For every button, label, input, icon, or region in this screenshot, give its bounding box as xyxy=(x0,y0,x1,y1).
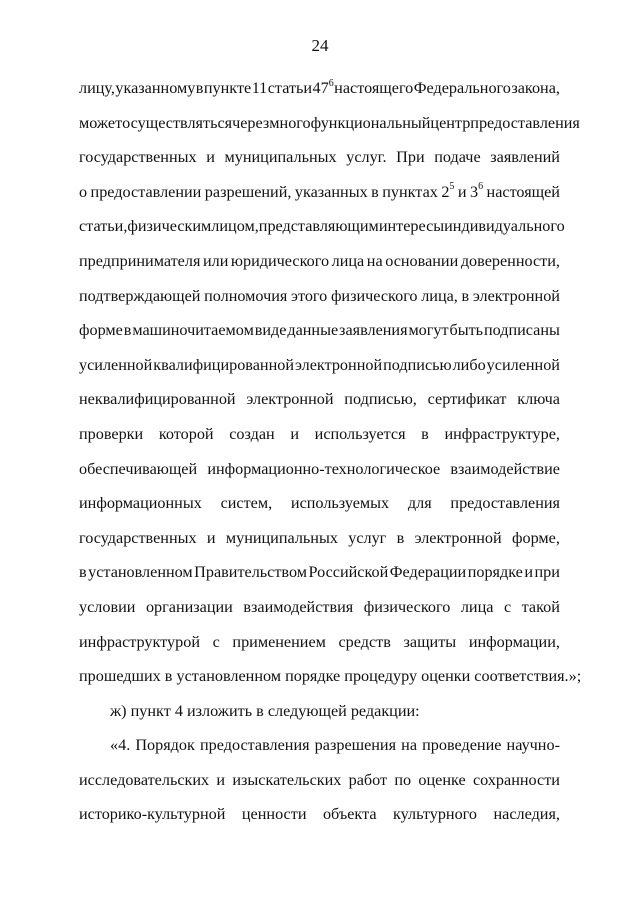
word: наследия, xyxy=(493,805,560,824)
word: культурного xyxy=(393,805,478,824)
word: может xyxy=(79,113,123,132)
word: предоставлении xyxy=(90,182,202,201)
word: физического xyxy=(330,286,418,305)
text-line xyxy=(79,389,560,424)
word: информационно-технологическое xyxy=(207,459,441,478)
word: электронной xyxy=(414,528,502,547)
word: усиленной xyxy=(79,355,153,374)
word: предоставления xyxy=(450,494,560,513)
word: заявлений xyxy=(490,148,560,167)
word: лица xyxy=(460,597,494,616)
word: или xyxy=(202,251,229,270)
word: электронной xyxy=(246,390,334,409)
word: такой xyxy=(521,597,560,616)
word: для xyxy=(407,494,432,513)
word: предоставления xyxy=(199,736,310,755)
word: организации xyxy=(145,597,233,616)
word: электронной xyxy=(472,286,560,305)
word: объекта xyxy=(322,805,377,824)
word: могут xyxy=(408,321,449,340)
word: физического xyxy=(363,597,451,616)
text-line xyxy=(79,493,560,528)
word: статьи xyxy=(267,79,313,97)
word: сохранности xyxy=(472,770,560,789)
word: центр xyxy=(430,113,471,132)
word: информационных xyxy=(79,494,202,513)
word: разрешений, xyxy=(204,182,292,201)
text-line xyxy=(79,147,560,182)
word: в xyxy=(123,321,132,340)
word: закона, xyxy=(511,79,560,97)
word: муниципальных xyxy=(224,148,337,167)
word: усиленной xyxy=(486,355,560,374)
word: разрешения xyxy=(314,736,397,755)
text-line xyxy=(79,78,560,113)
word: установленном xyxy=(88,563,193,582)
word: лица xyxy=(331,251,365,270)
word: быть xyxy=(449,321,484,340)
word: «4. xyxy=(110,736,131,755)
word: пунктах xyxy=(382,182,438,201)
word: оценке xyxy=(418,770,466,789)
word: и xyxy=(457,182,467,201)
word: $2^5$ xyxy=(441,181,455,201)
word: предпринимателя xyxy=(79,251,201,270)
text-line xyxy=(79,735,560,770)
word: подтверждающей xyxy=(79,286,201,305)
word: создан xyxy=(229,424,275,443)
word: квалифицированной xyxy=(153,355,295,374)
page-number: 24 xyxy=(311,36,329,55)
document-body xyxy=(79,77,582,839)
word: историко-культурной xyxy=(79,805,226,824)
word: подписью, xyxy=(344,390,417,409)
word: форме, xyxy=(512,528,560,547)
word: инфраструктуре, xyxy=(444,424,560,443)
word: лицом, xyxy=(211,217,259,236)
word: средств xyxy=(338,632,391,651)
word: и xyxy=(216,770,226,789)
word: доверенности, xyxy=(460,251,560,270)
word: подаче xyxy=(434,148,481,167)
word: сертификат xyxy=(427,390,507,409)
word: в xyxy=(461,286,470,305)
word: применением xyxy=(232,632,326,651)
word: $47^6$ xyxy=(312,77,334,97)
text-line xyxy=(79,424,560,459)
word: юридического xyxy=(230,251,330,270)
word: настоящего xyxy=(334,79,414,97)
word: настоящей xyxy=(486,182,560,201)
word: данные xyxy=(287,321,339,340)
word: указанному xyxy=(115,79,196,97)
word: и xyxy=(206,148,215,167)
word: используется xyxy=(314,424,406,443)
text-line xyxy=(79,355,560,390)
word: машиночитаемом xyxy=(132,321,254,340)
text-line xyxy=(79,597,560,632)
word: инфраструктурой xyxy=(79,632,200,651)
word: $3^6$ xyxy=(469,181,484,201)
word: интересы xyxy=(378,217,445,236)
text-line: прошедших в установленном порядке процедуру оценки соответствия.»; xyxy=(79,667,582,686)
word: 11 xyxy=(251,79,268,97)
word: муниципальных xyxy=(225,528,338,547)
word: подписаны xyxy=(483,321,560,340)
word: условии xyxy=(79,597,136,616)
word: работ xyxy=(348,770,388,789)
text-line xyxy=(79,216,565,251)
word: индивидуального xyxy=(444,217,565,236)
word: и xyxy=(206,528,216,547)
word: с xyxy=(212,632,220,651)
word: порядке xyxy=(467,563,523,582)
word: этого xyxy=(291,286,328,305)
word: подписью xyxy=(383,355,452,374)
word: ключа xyxy=(517,390,560,409)
word: Правительством xyxy=(194,563,307,582)
word: форме xyxy=(79,321,123,340)
text-line xyxy=(79,113,580,148)
word: осуществляться xyxy=(122,113,233,132)
word: по xyxy=(394,770,412,789)
word: Федерации xyxy=(389,563,467,582)
word: неквалифицированной xyxy=(79,390,236,409)
text-line xyxy=(79,182,560,217)
word: и xyxy=(290,424,300,443)
text-line xyxy=(79,251,560,286)
text-line: ж) пункт 4 изложить в следующей редакции: xyxy=(110,701,420,720)
word: государственных xyxy=(79,528,197,547)
word: в xyxy=(371,182,379,201)
text-line xyxy=(79,528,560,563)
word: предоставления xyxy=(470,113,580,132)
word: статьи, xyxy=(79,217,128,236)
word: При xyxy=(396,148,425,167)
word: научно- xyxy=(506,736,560,755)
word: через xyxy=(232,113,270,132)
word: исследовательских xyxy=(79,770,210,789)
superscript: 6 xyxy=(328,77,334,89)
word: в xyxy=(195,79,204,97)
word: заявления xyxy=(339,321,408,340)
word: систем, xyxy=(220,494,273,513)
word: с xyxy=(503,597,512,616)
word: информации, xyxy=(468,632,560,651)
word: Российской xyxy=(308,563,389,582)
text-line xyxy=(79,562,560,597)
word: на xyxy=(401,736,418,755)
word: виде xyxy=(254,321,287,340)
word: лица, xyxy=(421,286,458,305)
word: электронной xyxy=(295,355,383,374)
word: изыскательских xyxy=(232,770,342,789)
word: о xyxy=(79,182,88,201)
word: государственных xyxy=(79,148,197,167)
text-line xyxy=(79,770,560,805)
word: при xyxy=(534,563,560,582)
word: многофункциональный xyxy=(269,113,431,132)
word: лицу, xyxy=(79,79,115,97)
word: которой xyxy=(158,424,214,443)
superscript: 6 xyxy=(478,181,484,193)
word: и xyxy=(524,563,534,582)
word: основании xyxy=(385,251,459,270)
word: взаимодействие xyxy=(450,459,560,478)
word: обеспечивающей xyxy=(79,459,198,478)
word: в xyxy=(79,563,87,582)
word: используемых xyxy=(290,494,390,513)
word: ценности xyxy=(241,805,307,824)
text-line xyxy=(79,320,560,355)
text-line xyxy=(79,459,560,494)
word: в xyxy=(421,424,429,443)
word: пункте xyxy=(203,79,252,97)
word: на xyxy=(366,251,383,270)
word: услуг xyxy=(348,528,387,547)
text-line xyxy=(79,804,560,839)
word: в xyxy=(396,528,405,547)
word: взаимодействия xyxy=(243,597,354,616)
text-line xyxy=(79,286,560,321)
word: полномочия xyxy=(204,286,288,305)
word: Порядок xyxy=(135,736,195,755)
superscript: 5 xyxy=(449,181,455,193)
word: указанных xyxy=(294,182,368,201)
text-line xyxy=(79,632,560,667)
word: Федерального xyxy=(413,79,511,97)
word: либо xyxy=(452,355,486,374)
word: представляющим xyxy=(258,217,379,236)
word: защиты xyxy=(403,632,457,651)
word: проверки xyxy=(79,424,144,443)
word: физическим xyxy=(127,217,212,236)
word: проведение xyxy=(422,736,502,755)
word: услуг. xyxy=(346,148,387,167)
